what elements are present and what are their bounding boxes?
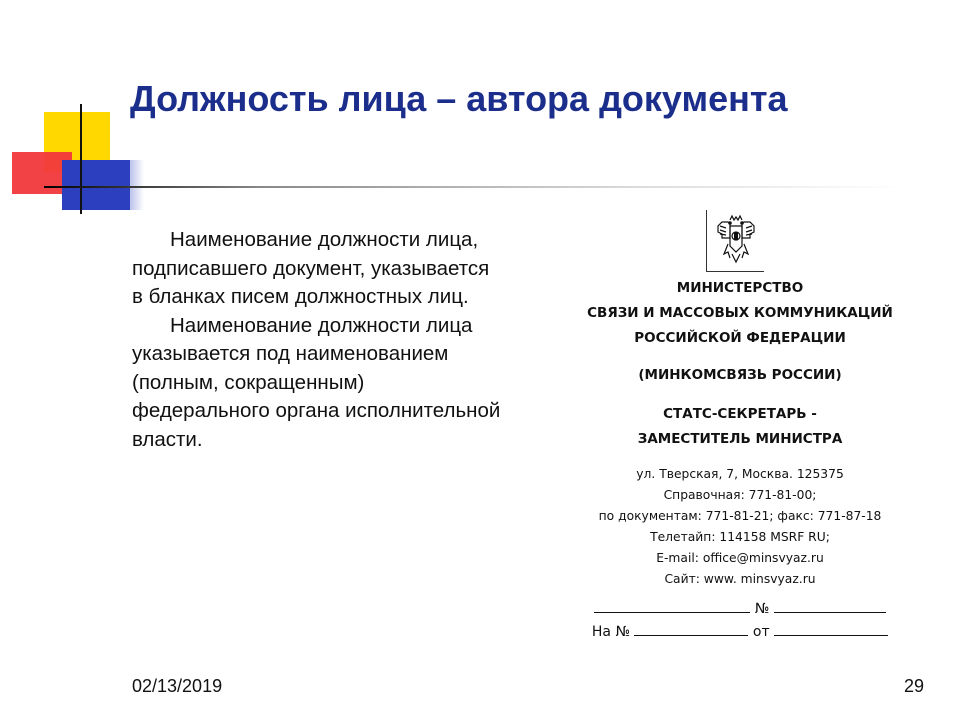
ministry-line: МИНИСТЕРСТВО [676, 280, 804, 296]
phone-line: Справочная: 771-81-00; [663, 488, 817, 502]
slide-body [132, 226, 502, 454]
title-underline [44, 186, 904, 188]
page-number: 29 [904, 676, 925, 696]
number-blank-line [774, 598, 886, 613]
address-line: ул. Тверская, 7, Москва. 125375 [636, 467, 844, 481]
from-label: от [752, 624, 770, 640]
contact-details [560, 464, 920, 590]
email-line: E-mail: office@minsvyaz.ru [656, 551, 824, 565]
body-paragraph-1: Наименование должности лица, подписавшего документ, указывается в бланках писем должностных лиц. [132, 228, 490, 308]
decor-blue-fade [104, 160, 144, 210]
decor-vertical-line [80, 104, 82, 214]
official-position [560, 402, 920, 452]
ministry-line: СВЯЗИ И МАССОВЫХ КОММУНИКАЦИЙ [587, 305, 893, 321]
emblem-frame [706, 210, 764, 272]
website-line: Сайт: www. minsvyaz.ru [664, 572, 816, 586]
date-blank-line [594, 598, 750, 613]
ministry-short-name: (МИНКОМСВЯЗЬ РОССИИ) [638, 367, 842, 383]
ref-date-blank-line [774, 621, 888, 636]
incoming-reference-row [560, 621, 920, 644]
on-number-label: На № [591, 624, 631, 640]
registration-fields [560, 598, 920, 644]
teletype-line: Телетайп: 114158 MSRF RU; [650, 530, 830, 544]
ministry-name [560, 276, 920, 351]
slide-title: Должность лица – автора документа [130, 78, 788, 119]
position-line: СТАТС-СЕКРЕТАРЬ - [663, 406, 817, 422]
slide-date: 02/13/2019 [132, 676, 223, 696]
number-sign: № [754, 601, 770, 617]
body-paragraph-2: Наименование должности лица указывается под наименованием (полным, сокращенным) федерального органа исполнительной власти. [132, 313, 501, 451]
position-line: ЗАМЕСТИТЕЛЬ МИНИСТРА [637, 431, 843, 447]
documents-fax-line: по документам: 771-81-21; факс: 771-87-18 [598, 509, 882, 523]
letterhead-sample [560, 206, 920, 644]
outgoing-number-row [560, 598, 920, 621]
ref-number-blank-line [634, 621, 748, 636]
ministry-line: РОССИЙСКОЙ ФЕДЕРАЦИИ [634, 330, 846, 346]
russian-coat-of-arms-icon [716, 214, 756, 266]
